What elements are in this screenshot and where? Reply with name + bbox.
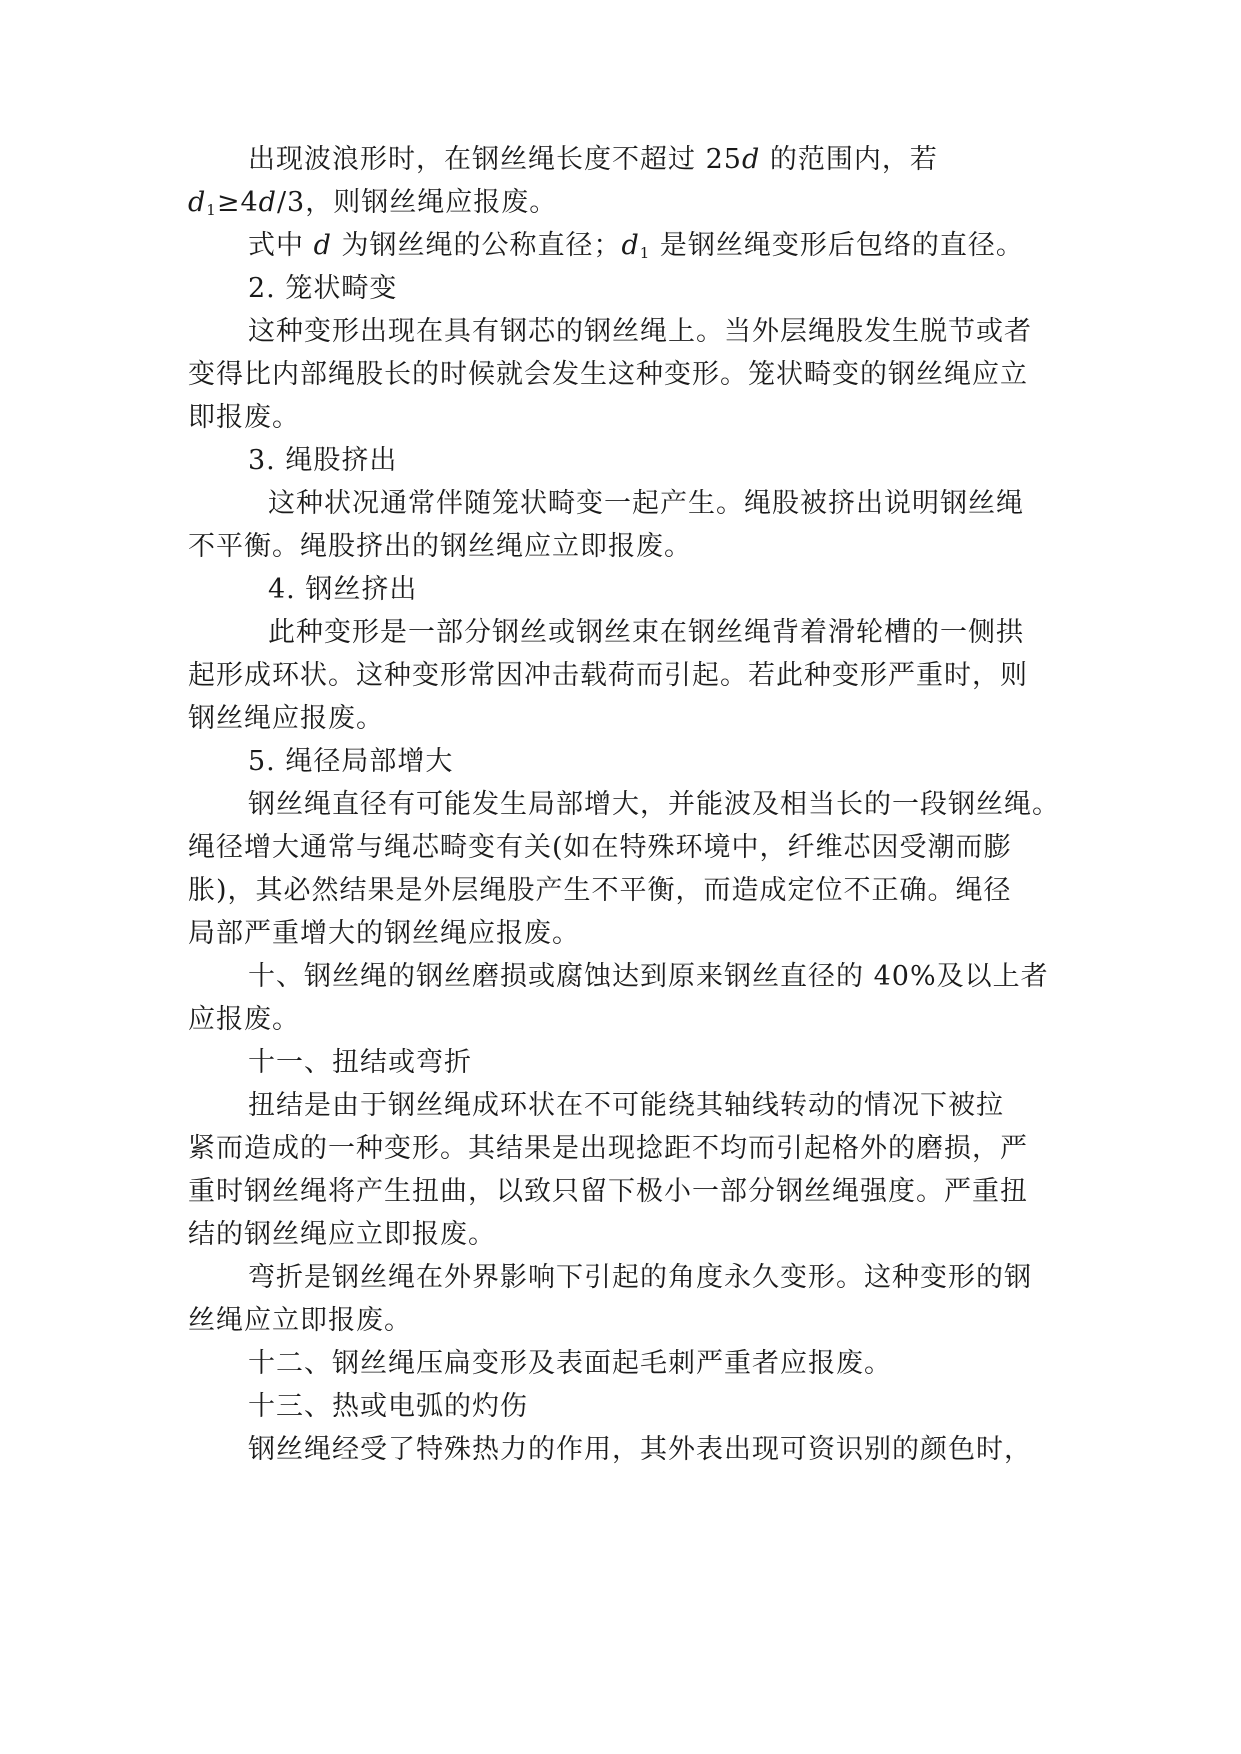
text-line: 起形成环状。这种变形常因冲击载荷而引起。若此种变形严重时，则 [188, 660, 1028, 691]
text-line: 弯折是钢丝绳在外界影响下引起的角度永久变形。这种变形的钢 [248, 1262, 1032, 1293]
text-line: 丝绳应立即报废。 [188, 1305, 412, 1336]
text-line: 这种状况通常伴随笼状畸变一起产生。绳股被挤出说明钢丝绳 [268, 488, 1024, 519]
text-line: 钢丝绳经受了特殊热力的作用，其外表出现可资识别的颜色时， [248, 1434, 1032, 1465]
text-line: 结的钢丝绳应立即报废。 [188, 1219, 496, 1250]
text-line: 扭结是由于钢丝绳成环状在不可能绕其轴线转动的情况下被拉 [248, 1090, 1004, 1121]
text-line: 变得比内部绳股长的时候就会发生这种变形。笼状畸变的钢丝绳应立 [188, 359, 1028, 390]
text-line: 这种变形出现在具有钢芯的钢丝绳上。当外层绳股发生脱节或者 [248, 316, 1032, 347]
text-line: 局部严重增大的钢丝绳应报废。 [188, 918, 580, 949]
text-line: 紧而造成的一种变形。其结果是出现捻距不均而引起格外的磨损，严 [188, 1133, 1028, 1164]
section-heading: 十三、热或电弧的灼伤 [248, 1391, 528, 1422]
text-line: 十、钢丝绳的钢丝磨损或腐蚀达到原来钢丝直径的 40%及以上者 [248, 961, 1049, 992]
text-line: 胀)，其必然结果是外层绳股产生不平衡，而造成定位不正确。绳径 [188, 875, 1012, 906]
section-heading: 4. 钢丝挤出 [268, 574, 418, 605]
text-line: 不平衡。绳股挤出的钢丝绳应立即报废。 [188, 531, 692, 562]
text-line: 即报废。 [188, 402, 300, 433]
text-line: $d_1\ge 4d/3$，则钢丝绳应报废。 [188, 187, 558, 219]
section-heading: 5. 绳径局部增大 [248, 746, 454, 777]
text-line: 此种变形是一部分钢丝或钢丝束在钢丝绳背着滑轮槽的一侧拱 [268, 617, 1024, 648]
text-line: 钢丝绳应报废。 [188, 703, 384, 734]
section-heading: 3. 绳股挤出 [248, 445, 398, 476]
text-line: 绳径增大通常与绳芯畸变有关(如在特殊环境中，纤维芯因受潮而膨 [188, 832, 1012, 863]
text-line: 十二、钢丝绳压扁变形及表面起毛刺严重者应报废。 [248, 1348, 892, 1379]
text-line: 重时钢丝绳将产生扭曲，以致只留下极小一部分钢丝绳强度。严重扭 [188, 1176, 1028, 1207]
text-line: 应报废。 [188, 1004, 300, 1035]
text-line: 式中 d 为钢丝绳的公称直径；$d_1$ 是钢丝绳变形后包络的直径。 [248, 230, 1024, 262]
text-line: 钢丝绳直径有可能发生局部增大，并能波及相当长的一段钢丝绳。 [248, 789, 1060, 820]
section-heading: 十一、扭结或弯折 [248, 1047, 472, 1078]
text-line: 出现波浪形时，在钢丝绳长度不超过 25d 的范围内，若 [248, 144, 938, 175]
section-heading: 2. 笼状畸变 [248, 273, 398, 304]
